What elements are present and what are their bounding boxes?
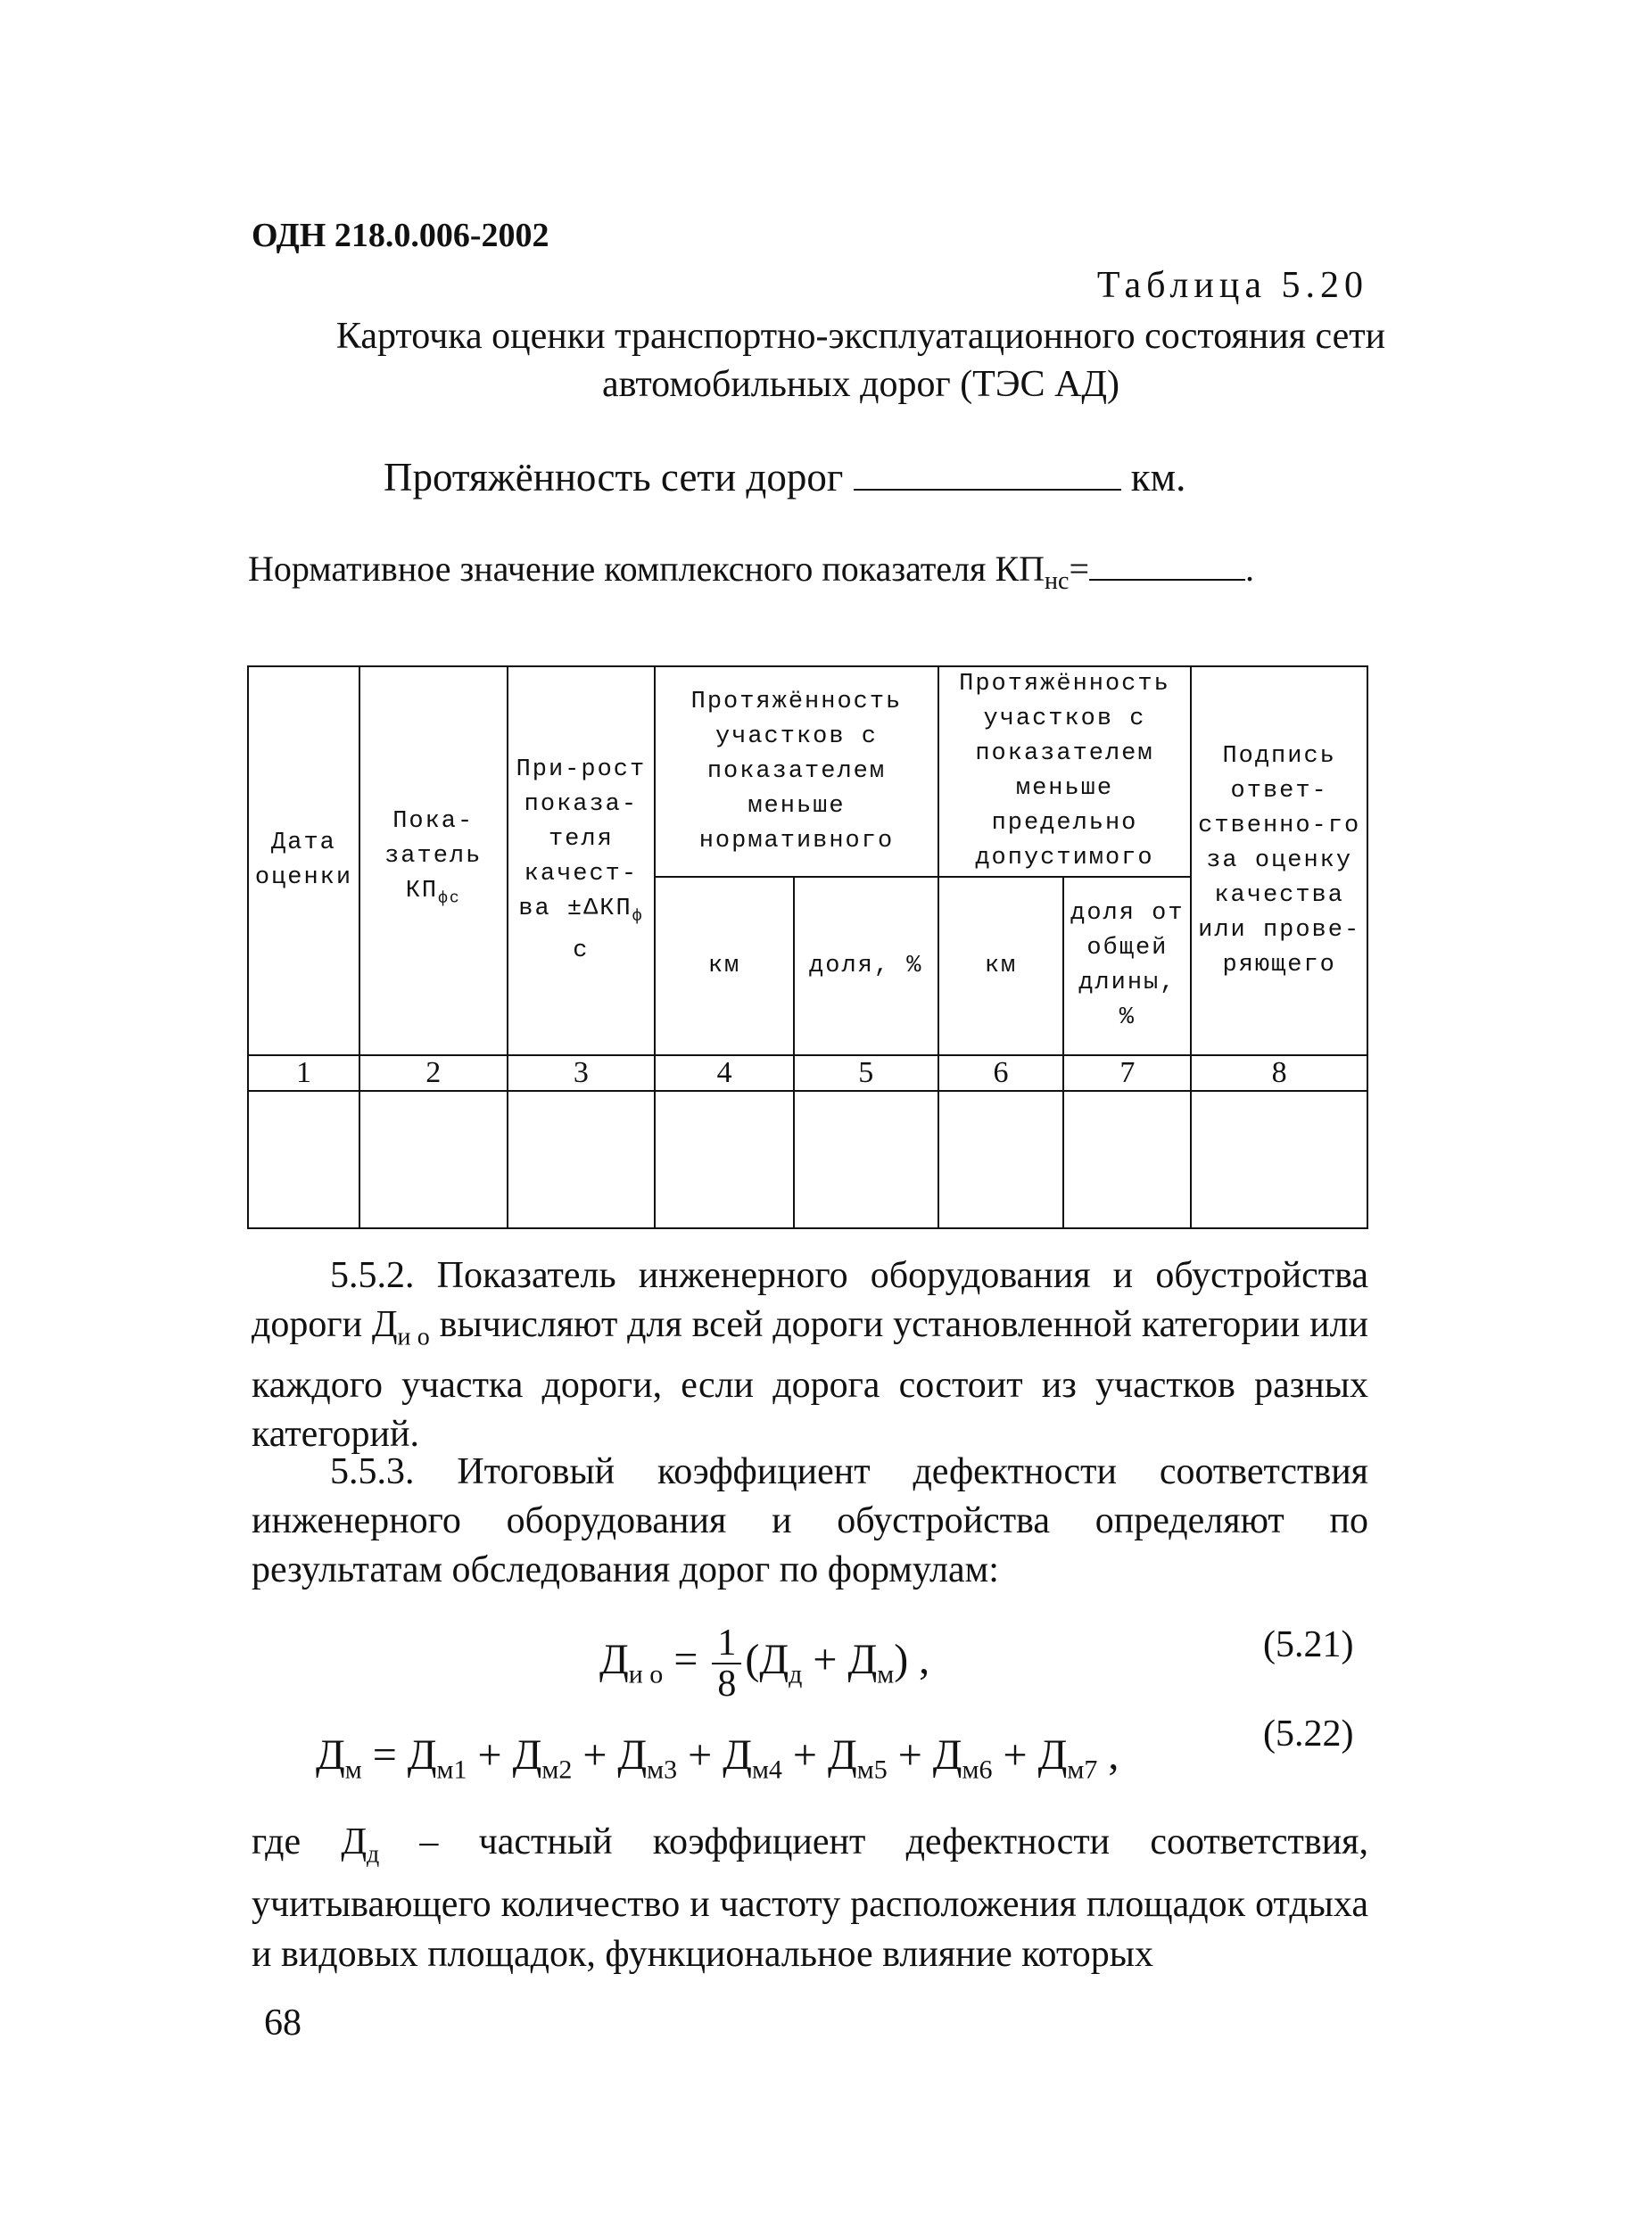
header-indicator: Пока-затель $КП_{фс}$	[359, 666, 508, 1055]
paragraph-5-5-3: 5.5.3. Итоговый коэффициент дефектности соответствия инженерного оборудования и обустройства определяют по результатам обследования дорог по формулам:	[252, 1451, 1368, 1590]
normative-value-blank	[1089, 552, 1245, 581]
normative-value-line	[248, 548, 1254, 596]
column-number: 7	[1063, 1055, 1191, 1091]
table-title-line-2: автомобильных дорог (ТЭС АД)	[601, 364, 1120, 405]
table-cell	[1191, 1091, 1367, 1228]
column-number: 1	[248, 1055, 359, 1091]
column-number: 3	[508, 1055, 656, 1091]
equation-number-5-21: (5.21)	[1263, 1624, 1354, 1665]
table-cell	[359, 1091, 508, 1228]
header-growth: При-рост показа-теля качест-ва $\pm\Delta КП_ф$ с	[508, 666, 656, 1055]
column-number: 2	[359, 1055, 508, 1091]
network-length-line	[384, 453, 1185, 500]
document-code: ОДН 218.0.006-2002	[252, 217, 549, 254]
normative-value-subscript: нс	[1045, 567, 1070, 595]
subheader-km-2: км	[938, 877, 1064, 1055]
assessment-card-table	[247, 665, 1368, 1229]
network-length-unit: км.	[1130, 455, 1186, 500]
fraction-one-eighth: $\frac{1}{8}$	[712, 1623, 741, 1704]
formula-5-22: $Д_м = Д_{м1} + Д_{м2} + Д_{м3} + Д_{м4} + Д_{м5} + Д_{м6} + Д_{м7}$ ,	[316, 1731, 1119, 1785]
table-cell	[248, 1091, 359, 1228]
header-date: Дата оценки	[248, 666, 359, 1055]
network-length-label: Протяжённость сети дорог	[384, 455, 844, 500]
table-cell	[508, 1091, 656, 1228]
column-number-row	[248, 1055, 1367, 1091]
equation-number-5-22: (5.22)	[1263, 1714, 1354, 1755]
paragraph-5-5-2: 5.5.2. Показатель инженерного оборудования и обустройства дороги $Д_{и о}$ вычисляют для всей дороги установленной категории или каждого участка дороги, если дорога состоит из участков разных категорий.	[252, 1255, 1369, 1456]
header-signature: Подпись ответ-ственно-го за оценку качества или прове-ряющего	[1191, 666, 1367, 1055]
table-cell	[655, 1091, 794, 1228]
equals-sign: =	[1069, 549, 1089, 589]
network-length-blank	[854, 453, 1121, 491]
table-header-row	[248, 666, 1367, 877]
header-length-below-normative: Протяжённость участков с показателем меньше нормативного	[655, 666, 938, 877]
table-label: Таблица 5.20	[1096, 265, 1368, 306]
subheader-share-2: доля от общей длины, %	[1063, 877, 1191, 1055]
formula-5-21: $Д_{и о}$ = $\frac{1}{8}$ $(Д_д + Д_м)$ ,	[599, 1623, 930, 1705]
table-title	[178, 312, 1543, 409]
header-length-below-limit: Протяжённость участков с показателем меньше предельно допустимого	[938, 666, 1192, 877]
subheader-share-1: доля, %	[794, 877, 938, 1055]
column-number: 5	[794, 1055, 938, 1091]
table-cell	[1063, 1091, 1191, 1228]
column-number: 8	[1191, 1055, 1367, 1091]
empty-data-row	[248, 1091, 1367, 1228]
column-number: 6	[938, 1055, 1064, 1091]
column-number: 4	[655, 1055, 794, 1091]
subheader-km-1: км	[655, 877, 794, 1055]
normative-value-end: .	[1245, 549, 1254, 589]
table-title-line-1: Карточка оценки транспортно-эксплуатационного состояния сети	[335, 316, 1386, 357]
normative-value-label: Нормативное значение комплексного показателя КП	[248, 549, 1045, 589]
table-cell	[794, 1091, 938, 1228]
table-cell	[938, 1091, 1064, 1228]
where-clause: где $Д_д$ – частный коэффициент дефектности соответствия, учитывающего количество и частоту расположения площадок отдыха и видовых площадок, функциональное влияние которых	[252, 1821, 1368, 1976]
page-number: 68	[264, 2003, 301, 2044]
